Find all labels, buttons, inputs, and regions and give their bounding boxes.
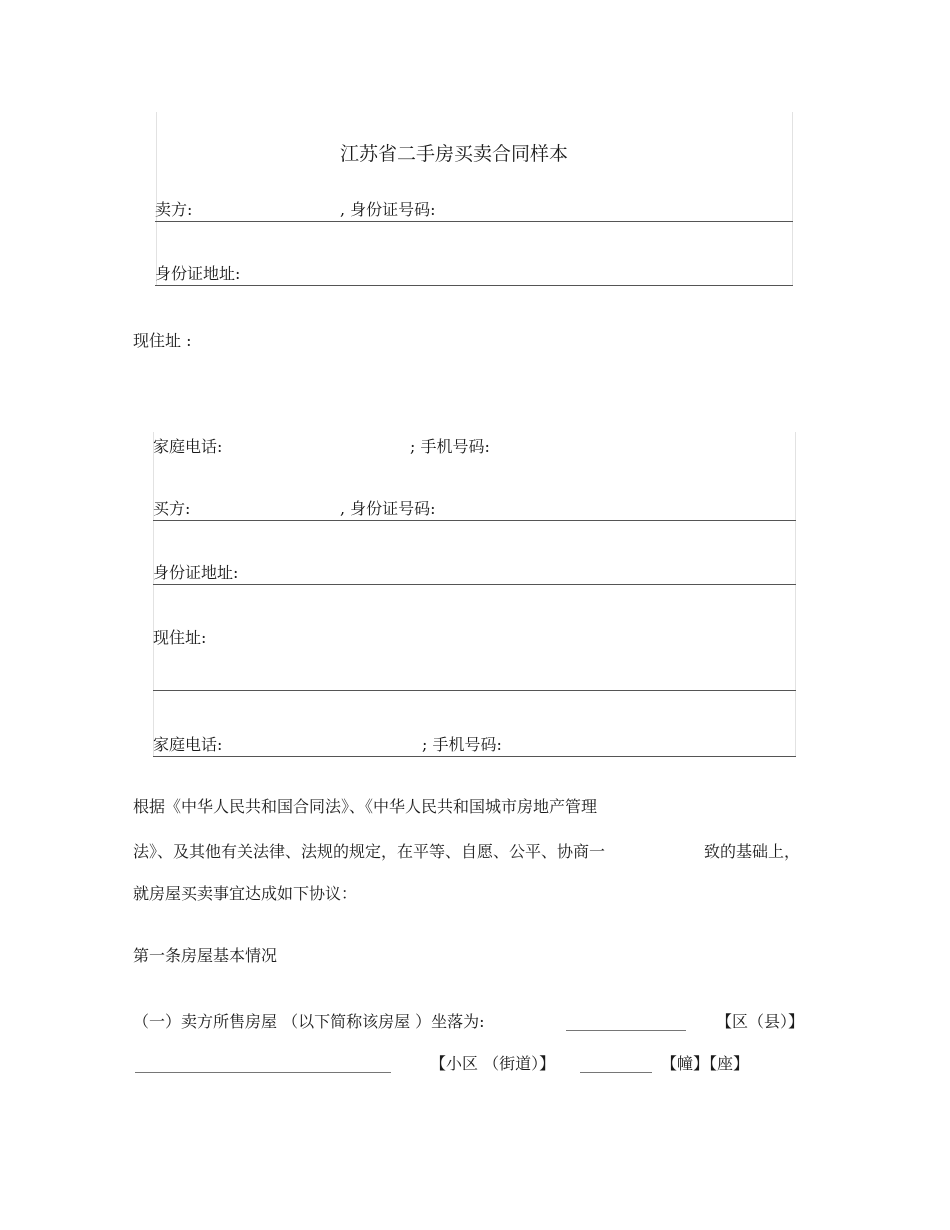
buyer-home-phone-label: 家庭电话: bbox=[153, 735, 223, 754]
buyer-phone-line bbox=[153, 756, 796, 757]
article-1-heading: 第一条房屋基本情况 bbox=[133, 946, 278, 965]
clause-1-text: （一）卖方所售房屋 （以下简称该房屋 ）坐落为: bbox=[133, 1012, 485, 1031]
building-blank: _________ bbox=[580, 1054, 652, 1073]
district-blank: _______________ bbox=[566, 1012, 686, 1031]
buyer-box-right-border bbox=[795, 432, 796, 756]
district-label: 【区（县）】 bbox=[716, 1012, 805, 1031]
buyer-address-line bbox=[153, 584, 796, 585]
seller-label: 卖方: bbox=[155, 200, 193, 219]
buyer-id-line bbox=[153, 520, 796, 521]
preamble-line-3: 就房屋买卖事宜达成如下协议： bbox=[133, 884, 358, 903]
preamble-line-2b: 致的基础上， bbox=[704, 842, 801, 861]
buyer-label: 买方: bbox=[153, 499, 191, 518]
seller-mobile-label: ; 手机号码: bbox=[410, 437, 490, 456]
buyer-current-address-line bbox=[153, 690, 796, 691]
page-title: 江苏省二手房买卖合同样本 bbox=[340, 143, 569, 165]
preamble-line-2a: 法》、及其他有关法律、法规的规定，在平等、自愿、公平、协商一 bbox=[133, 842, 606, 861]
seller-current-address-label: 现住址 : bbox=[133, 331, 192, 350]
seller-id-address-label: 身份证地址: bbox=[155, 264, 241, 283]
buyer-mobile-label: ; 手机号码: bbox=[422, 735, 502, 754]
building-label: 【幢】【座】 bbox=[661, 1054, 750, 1073]
buyer-box-left-border bbox=[153, 432, 154, 756]
seller-box-right-border bbox=[792, 112, 793, 286]
buyer-id-number-label: , 身份证号码: bbox=[340, 499, 436, 518]
community-label: 【小区 （街道）】 bbox=[430, 1054, 556, 1073]
seller-id-line bbox=[155, 221, 793, 222]
preamble-line-1: 根据《中华人民共和国合同法》、《中华人民共和国城市房地产管理 bbox=[133, 797, 598, 816]
seller-home-phone-label: 家庭电话: bbox=[153, 437, 223, 456]
community-blank: ________________________________ bbox=[135, 1054, 391, 1073]
buyer-current-address-label: 现住址: bbox=[153, 628, 207, 647]
seller-id-number-label: , 身份证号码: bbox=[340, 200, 436, 219]
buyer-id-address-label: 身份证地址: bbox=[153, 563, 239, 582]
seller-address-line bbox=[155, 285, 793, 286]
seller-box-left-border bbox=[156, 112, 157, 286]
